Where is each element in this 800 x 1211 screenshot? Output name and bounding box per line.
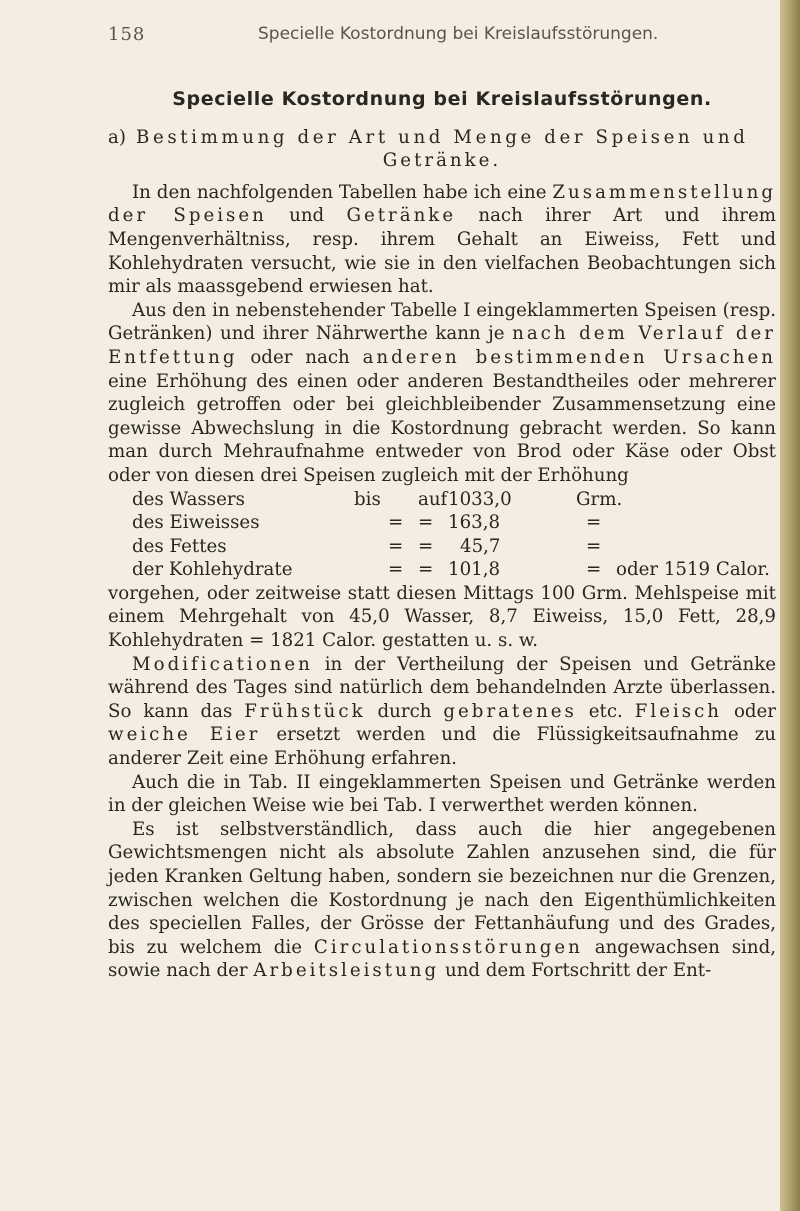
para6-text-2: angewachsen sind, sowie nach der	[108, 936, 776, 982]
table-row	[132, 511, 776, 535]
paragraph-6	[108, 818, 776, 983]
para1-text-2: und	[266, 205, 347, 227]
para2-text-1: Aus den in nebenstehender Tabelle I eingeklammerten Speisen (resp. Getränken) und ihrer Nährwerthe kann je	[108, 299, 776, 345]
row-unit: =	[586, 559, 602, 581]
row-value: 101,8	[448, 559, 501, 581]
row-bis: =	[388, 535, 404, 557]
subsection-title-line1: Bestimmung der Art und Menge der Speisen und	[136, 126, 749, 148]
row-bis: =	[388, 559, 404, 581]
paragraph-3: vorgehen, oder zeitweise statt diesen Mittags 100 Grm. Mehlspeise mit einem Mehrgehalt von 45,0 Wasser, 8,7 Eiweiss, 15,0 Fett, 28,9 Kohlehydraten = 1821 Calor. gestatten u. s. w.	[108, 582, 776, 652]
para1-text-1: In den nachfolgenden Tabellen habe ich eine	[132, 181, 553, 203]
subsection-marker: a)	[108, 126, 126, 148]
paragraph-1	[108, 181, 776, 299]
row-auf: =	[418, 512, 434, 534]
row-value: 1033,0	[448, 488, 512, 510]
para4-emphasis-2: Frühstück	[244, 700, 366, 722]
para6-emphasis-2: Arbeitsleistung	[253, 960, 440, 982]
para4-text-4: oder	[722, 700, 776, 722]
row-value: 45,7	[460, 535, 501, 557]
para2-text-2: oder nach	[237, 346, 363, 368]
row-extra: oder 1519 Calor.	[616, 559, 770, 581]
para4-text-5: ersetzt werden und die Flüssigkeitsaufnahme zu anderer Zeit eine Erhöhung erfahren.	[108, 724, 776, 770]
para2-emphasis-2: anderen bestimmenden Ursachen	[362, 346, 776, 368]
subsection-title-line2: Getränke.	[382, 150, 502, 172]
para6-emphasis-1: Circulationsstörungen	[313, 936, 583, 958]
paragraph-4	[108, 653, 776, 771]
row-value: 163,8	[448, 512, 501, 534]
para2-emphasis-1: nach dem Verlauf der Entfettung	[108, 323, 776, 368]
page-number: 158	[108, 24, 146, 45]
para1-emphasis-2: Getränke	[346, 205, 457, 227]
paragraph-5: Auch die in Tab. II eingeklammerten Speisen und Getränke werden in der gleichen Weise wie bei Tab. I verwerthet werden können.	[108, 771, 776, 817]
row-auf: =	[418, 559, 434, 581]
para4-emphasis-5: weiche Eier	[108, 724, 261, 746]
para4-text-3: etc.	[576, 700, 635, 722]
para6-text-1: Es ist selbstverständlich, dass auch die hier angegebenen Gewichtsmengen nicht als absolute Zahlen anzusehen sind, die für jeden Kranken Geltung haben, sondern sie bezeichnen nur die Grenzen, zwischen welchen die Kostordnung je nach den Eigenthümlichkeiten des speciellen Falles, der Grösse der Fettanhäufung und des Grades, bis zu welchem die	[108, 818, 776, 958]
table-row	[132, 558, 776, 582]
row-name: der Kohlehydrate	[132, 559, 293, 581]
row-name: des Wassers	[132, 488, 245, 510]
row-auf: =	[418, 535, 434, 557]
para2-text-3: eine Erhöhung des einen oder anderen Bestandtheiles oder mehrerer zugleich getroffen oder bei gleichbleibender Zusammensetzung eine gewisse Abwechslung in die Kostordnung gebracht werden. So kann man durch Mehraufnahme entweder von Brod oder Käse oder Obst oder von diesen drei Speisen zugleich mit der Erhöhung	[108, 370, 776, 486]
row-bis: bis	[354, 488, 381, 510]
paragraph-2	[108, 299, 776, 488]
running-title: Specielle Kostordnung bei Kreislaufsstörungen.	[258, 24, 659, 44]
section-title: Specielle Kostordnung bei Kreislaufsstörungen.	[172, 88, 712, 110]
table-row	[132, 488, 776, 512]
row-unit: Grm.	[576, 488, 623, 510]
para4-text-1: in der Vertheilung der Speisen und Getränke während des Tages sind natürlich dem behandelnden Arzte überlassen. So kann das	[108, 653, 776, 722]
row-unit: =	[586, 535, 602, 557]
page-body	[108, 88, 776, 983]
page-edge-shadow	[780, 0, 800, 1211]
row-bis: =	[388, 512, 404, 534]
subsection-heading	[108, 126, 776, 150]
table-row	[132, 535, 776, 559]
row-auf: auf	[418, 488, 448, 510]
increase-table	[132, 488, 776, 582]
para1-emphasis-1: Zusammenstellung der Speisen	[108, 181, 776, 227]
row-unit: =	[586, 512, 602, 534]
para4-emphasis-1: Modificationen	[132, 653, 313, 675]
row-name: des Fettes	[132, 535, 227, 557]
para4-emphasis-3: gebratenes	[443, 700, 577, 722]
para4-text-2: durch	[365, 700, 444, 722]
para6-text-3: und dem Fortschritt der Ent-	[439, 960, 712, 982]
row-name: des Eiweisses	[132, 512, 260, 534]
para1-text-3: nach ihrer Art und ihrem Mengenverhältniss, resp. ihrem Gehalt an Eiweiss, Fett und Kohlehydraten versucht, wie sie in den vielfachen Beobachtungen sich mir als maassgebend erwiesen hat.	[108, 205, 776, 298]
para4-emphasis-4: Fleisch	[634, 700, 723, 722]
